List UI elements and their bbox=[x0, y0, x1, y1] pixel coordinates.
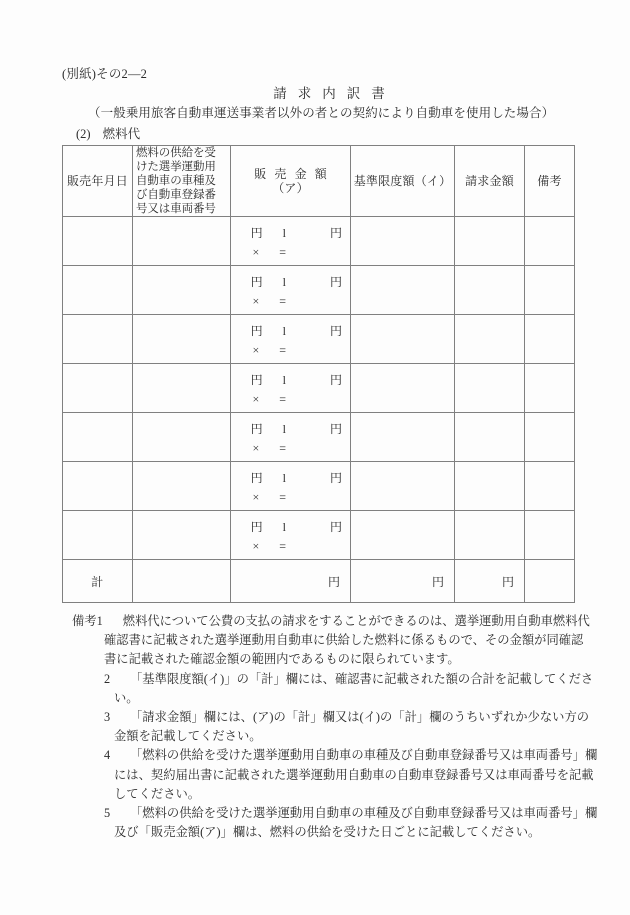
liter-unit: l bbox=[282, 422, 286, 436]
note-3-number: 3 bbox=[104, 710, 111, 725]
cell-standard-limit[interactable] bbox=[351, 511, 455, 560]
cell-remarks[interactable] bbox=[525, 217, 575, 266]
total-label-cell bbox=[63, 560, 133, 603]
yen-unit-price: 円 bbox=[250, 520, 263, 534]
note-5-line-1 bbox=[62, 804, 598, 823]
note-4-number: 4 bbox=[104, 748, 111, 763]
cell-standard-limit[interactable] bbox=[351, 266, 455, 315]
note-4-text-1: 「燃料の供給を受けた選挙運動用自動車の車種及び自動車登録番号又は車両番号」欄 bbox=[130, 748, 598, 763]
cell-vehicle-info[interactable] bbox=[133, 413, 231, 462]
yen-unit-price: 円 bbox=[250, 422, 263, 436]
table-row[interactable] bbox=[63, 462, 575, 511]
cell-sale-date[interactable] bbox=[63, 217, 133, 266]
cell-vehicle-info[interactable] bbox=[133, 364, 231, 413]
yen-unit-price: 円 bbox=[250, 226, 263, 240]
cell-sale-date[interactable] bbox=[63, 364, 133, 413]
equals-sign: = bbox=[279, 539, 286, 553]
table-row[interactable] bbox=[63, 413, 575, 462]
cell-claim-amount[interactable] bbox=[455, 413, 525, 462]
cell-claim-amount[interactable] bbox=[455, 266, 525, 315]
note-1-number: 1 bbox=[96, 614, 103, 628]
header-sale-date bbox=[63, 146, 133, 217]
header-sales-amount bbox=[231, 146, 351, 217]
yen-total: 円 bbox=[329, 520, 342, 534]
header-claim-amount-label: 請求金額 bbox=[465, 174, 514, 188]
yen-total: 円 bbox=[329, 422, 342, 436]
equals-sign: = bbox=[279, 294, 286, 308]
cell-claim-amount[interactable] bbox=[455, 217, 525, 266]
yen-total: 円 bbox=[329, 471, 342, 485]
cell-sales-amount[interactable] bbox=[231, 266, 351, 315]
table-total-row bbox=[63, 560, 575, 603]
multiply-sign: × bbox=[252, 441, 260, 455]
cell-sales-amount[interactable] bbox=[231, 511, 351, 560]
cell-standard-limit[interactable] bbox=[351, 217, 455, 266]
note-1-line-3: 書に記載された確認金額の範囲内であるものに限られています。 bbox=[104, 652, 460, 667]
multiply-sign: × bbox=[252, 539, 260, 553]
note-item bbox=[62, 708, 590, 746]
total-claim-yen: 円 bbox=[501, 574, 514, 589]
liter-unit: l bbox=[282, 324, 286, 338]
total-remarks-cell[interactable] bbox=[525, 560, 575, 603]
table-row[interactable] bbox=[63, 217, 575, 266]
equals-sign: = bbox=[279, 245, 286, 259]
header-vehicle-info-label: 燃料の供給を受けた選挙運動用自動車の車種及び自動車登録番号又は車両番号 bbox=[136, 147, 216, 215]
note-item bbox=[62, 612, 590, 670]
multiply-sign: × bbox=[252, 392, 260, 406]
note-2-text-1: 「基準限度額(イ)」の「計」欄には、確認書に記載された額の合計を記載してくださ bbox=[130, 671, 594, 686]
table-row[interactable] bbox=[63, 364, 575, 413]
liter-unit: l bbox=[282, 275, 286, 289]
liter-unit: l bbox=[282, 471, 286, 485]
liter-unit: l bbox=[282, 373, 286, 387]
cell-remarks[interactable] bbox=[525, 462, 575, 511]
total-claim-amount-cell[interactable] bbox=[455, 560, 525, 603]
note-5-text-1: 「燃料の供給を受けた選挙運動用自動車の車種及び自動車登録番号又は車両番号」欄 bbox=[130, 806, 598, 821]
yen-unit-price: 円 bbox=[250, 324, 263, 338]
note-1-line-2: 確認書に記載された選挙運動用自動車に供給した燃料に係るもので、その金額が同確認 bbox=[104, 633, 584, 648]
header-sales-amount-label: 販 売 金 額 bbox=[254, 167, 330, 181]
liter-unit: l bbox=[282, 520, 286, 534]
cell-remarks[interactable] bbox=[525, 364, 575, 413]
header-standard-limit-label: 基準限度額（イ） bbox=[353, 174, 452, 188]
header-sale-date-label: 販売年月日 bbox=[66, 174, 128, 188]
fuel-cost-table bbox=[62, 145, 575, 603]
yen-unit-price: 円 bbox=[250, 471, 263, 485]
cell-sales-amount[interactable] bbox=[231, 413, 351, 462]
cell-sale-date[interactable] bbox=[63, 413, 133, 462]
cell-vehicle-info[interactable] bbox=[133, 462, 231, 511]
total-standard-limit-cell[interactable] bbox=[351, 560, 455, 603]
cell-claim-amount[interactable] bbox=[455, 315, 525, 364]
section-number: (2) bbox=[76, 127, 91, 141]
total-limit-yen: 円 bbox=[431, 574, 444, 589]
cell-sales-amount[interactable] bbox=[231, 315, 351, 364]
multiply-sign: × bbox=[252, 490, 260, 504]
note-item bbox=[62, 670, 594, 708]
cell-sale-date[interactable] bbox=[63, 462, 133, 511]
yen-unit-price: 円 bbox=[250, 275, 263, 289]
note-1-text-1: 燃料代について公費の支払の請求をすることができるのは、選挙運動用自動車燃料代 bbox=[122, 614, 590, 628]
cell-claim-amount[interactable] bbox=[455, 462, 525, 511]
cell-standard-limit[interactable] bbox=[351, 364, 455, 413]
note-2-line-1 bbox=[62, 670, 594, 689]
note-4-line-3: してください。 bbox=[114, 786, 201, 801]
note-1-line-1 bbox=[62, 612, 590, 631]
yen-total: 円 bbox=[329, 275, 342, 289]
cell-vehicle-info[interactable] bbox=[133, 315, 231, 364]
liter-unit: l bbox=[282, 226, 286, 240]
equals-sign: = bbox=[279, 441, 286, 455]
document-code: (別紙)その2―2 bbox=[62, 67, 148, 81]
cell-standard-limit[interactable] bbox=[351, 315, 455, 364]
note-2-number: 2 bbox=[104, 671, 111, 686]
note-3-line-2: 金額を記載してください。 bbox=[114, 729, 262, 744]
section-name: 燃料代 bbox=[102, 127, 141, 141]
cell-sale-date[interactable] bbox=[63, 315, 133, 364]
cell-remarks[interactable] bbox=[525, 266, 575, 315]
cell-remarks[interactable] bbox=[525, 413, 575, 462]
header-sales-amount-mark: （ア） bbox=[272, 181, 309, 195]
cell-remarks[interactable] bbox=[525, 315, 575, 364]
multiply-sign: × bbox=[252, 294, 260, 308]
note-4-line-1 bbox=[62, 746, 598, 765]
header-claim-amount bbox=[455, 146, 525, 217]
cell-vehicle-info[interactable] bbox=[133, 217, 231, 266]
cell-sales-amount[interactable] bbox=[231, 364, 351, 413]
cell-sales-amount[interactable] bbox=[231, 462, 351, 511]
cell-standard-limit[interactable] bbox=[351, 462, 455, 511]
multiply-sign: × bbox=[252, 343, 260, 357]
yen-total: 円 bbox=[329, 226, 342, 240]
page-title: 請求内訳書 bbox=[273, 86, 396, 101]
table-row[interactable] bbox=[63, 315, 575, 364]
notes-heading: 備考 bbox=[72, 614, 97, 628]
equals-sign: = bbox=[279, 392, 286, 406]
yen-unit-price: 円 bbox=[250, 373, 263, 387]
header-vehicle-info bbox=[133, 146, 231, 217]
total-vehicle-cell bbox=[133, 560, 231, 603]
yen-total: 円 bbox=[329, 324, 342, 338]
cell-sales-amount[interactable] bbox=[231, 217, 351, 266]
multiply-sign: × bbox=[252, 245, 260, 259]
table-header-row bbox=[63, 146, 575, 217]
cell-sale-date[interactable] bbox=[63, 266, 133, 315]
note-5-line-2: 及び「販売金額(ア)」欄は、燃料の供給を受けた日ごとに記載してください。 bbox=[114, 825, 541, 840]
note-item bbox=[62, 746, 598, 804]
yen-total: 円 bbox=[329, 373, 342, 387]
section-label bbox=[76, 124, 140, 142]
cell-standard-limit[interactable] bbox=[351, 413, 455, 462]
note-2-line-2: い。 bbox=[114, 690, 139, 705]
note-5-number: 5 bbox=[104, 806, 111, 821]
header-remarks-label: 備考 bbox=[537, 174, 562, 188]
equals-sign: = bbox=[279, 490, 286, 504]
total-sales-amount-cell[interactable] bbox=[231, 560, 351, 603]
header-remarks bbox=[525, 146, 575, 217]
note-4-line-2: には、契約届出書に記載された選挙運動用自動車の自動車登録番号又は車両番号を記載 bbox=[114, 767, 594, 782]
table-row[interactable] bbox=[63, 511, 575, 560]
cell-vehicle-info[interactable] bbox=[133, 266, 231, 315]
note-item bbox=[62, 804, 598, 842]
total-label: 計 bbox=[91, 574, 104, 589]
equals-sign: = bbox=[279, 343, 286, 357]
header-standard-limit bbox=[351, 146, 455, 217]
cell-claim-amount[interactable] bbox=[455, 364, 525, 413]
total-sales-yen: 円 bbox=[327, 574, 340, 589]
note-3-text-1: 「請求金額」欄には、(ア)の「計」欄又は(イ)の「計」欄のうちいずれか少ない方の bbox=[130, 710, 590, 725]
cell-vehicle-info[interactable] bbox=[133, 511, 231, 560]
cell-claim-amount[interactable] bbox=[455, 511, 525, 560]
notes-section bbox=[62, 612, 598, 842]
table-row[interactable] bbox=[63, 266, 575, 315]
cell-sale-date[interactable] bbox=[63, 511, 133, 560]
fuel-cost-table-wrapper bbox=[62, 145, 574, 603]
cell-remarks[interactable] bbox=[525, 511, 575, 560]
document-subtitle: （一般乗用旅客自動車運送事業者以外の者との契約により自動車を使用した場合） bbox=[88, 106, 555, 120]
note-3-line-1 bbox=[62, 708, 590, 727]
